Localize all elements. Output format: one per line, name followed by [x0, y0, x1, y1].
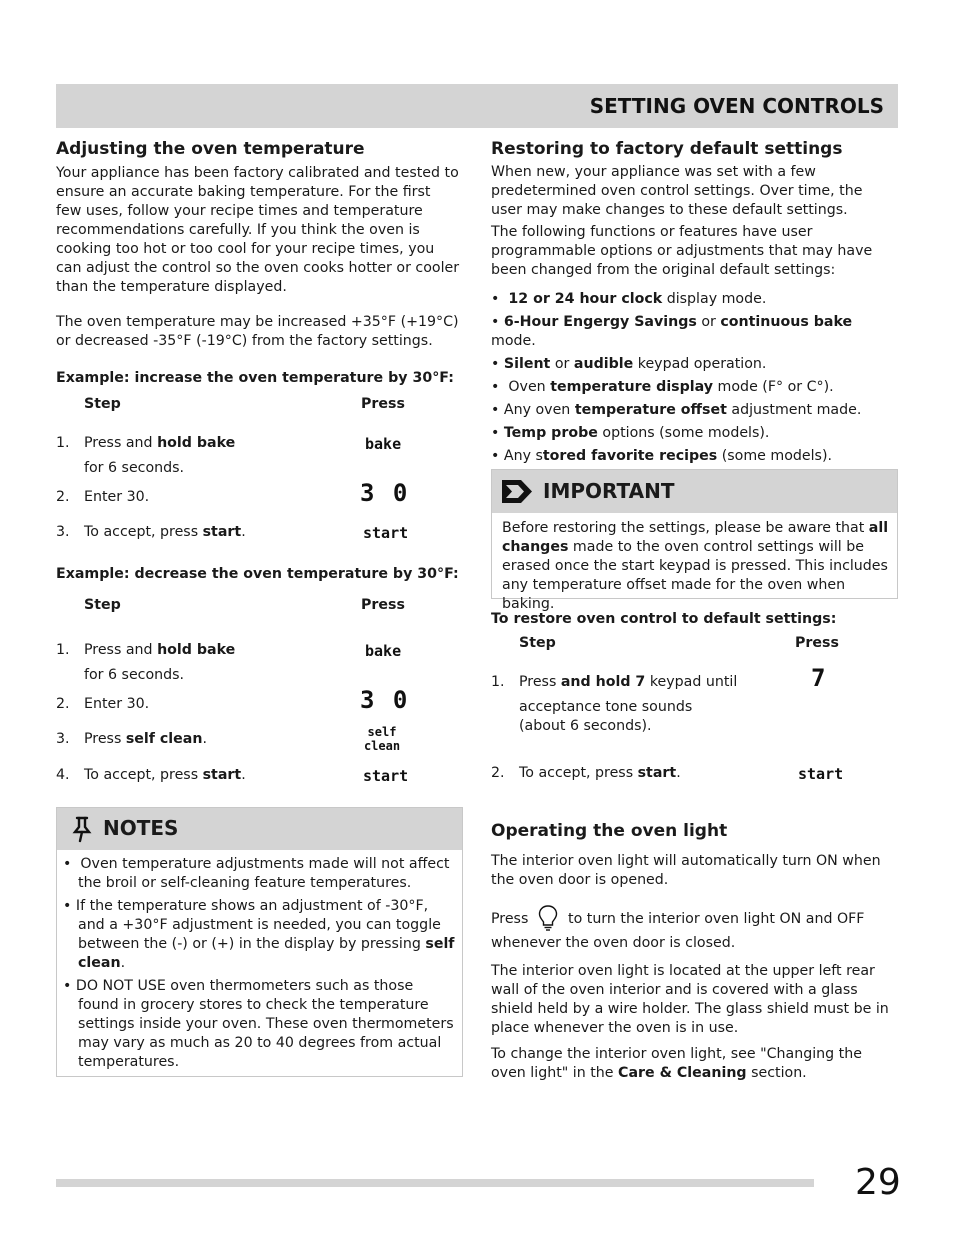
step-header: Step — [84, 396, 121, 412]
start-key: start — [363, 524, 409, 542]
list-item: • DO NOT USE oven thermometers such as those found in grocery stores to check the temperature settings inside your oven. These oven thermometers may vary as much as 20 to 40 degrees from actual temperatures. — [63, 978, 454, 1070]
oven-light-change: To change the interior oven light, see "Changing the oven light" in the Care & Cleaning section. — [491, 1046, 862, 1081]
important-text: Before restoring the settings, please be aware that all changes made to the oven control settings will be erased once the start keypad is pressed. This includes any temperature offset made for the oven when baking. — [502, 520, 889, 612]
press-header: Press — [795, 635, 839, 651]
step-number: 1. — [56, 642, 70, 658]
digit-keys: 3 0 — [360, 686, 410, 714]
step-text: To accept, press start. — [84, 767, 246, 783]
footer-bar — [56, 1179, 814, 1187]
notes-header — [57, 808, 462, 850]
important-header — [492, 470, 897, 513]
list-item: • Silent or audible keypad operation. — [491, 356, 767, 372]
step-number: 2. — [491, 765, 505, 781]
self-clean-key: self clean — [363, 725, 401, 753]
start-key: start — [363, 767, 409, 785]
arrow-right-icon — [502, 480, 532, 509]
step-number: 2. — [56, 696, 70, 712]
header-bar — [56, 84, 898, 128]
list-item: • If the temperature shows an adjustment of -30°F, and a +30°F adjustment is needed, you can toggle between the (-) or (+) in the display by pressing self clean. — [63, 898, 455, 971]
temperature-range-paragraph: The oven temperature may be increased +35°F (+19°C) or decreased -35°F (-19°C) from the factory settings. — [56, 314, 459, 349]
important-title: IMPORTANT — [543, 479, 675, 503]
step-subtext: for 6 seconds. — [84, 460, 185, 476]
bake-key: bake — [365, 642, 402, 660]
press-text: to turn the interior oven light ON and OFF — [568, 911, 865, 927]
restore-steps-title: To restore oven control to default settings: — [491, 611, 837, 627]
notes-title: NOTES — [103, 816, 179, 840]
list-item: • Oven temperature display mode (F° or C°). — [491, 379, 834, 395]
step-number: 1. — [56, 435, 70, 451]
press-text: Press — [491, 911, 529, 927]
step-text: Enter 30. — [84, 696, 150, 712]
step-header: Step — [519, 635, 556, 651]
list-item: • 12 or 24 hour clock display mode. — [491, 291, 767, 307]
step-text: Press self clean. — [84, 731, 207, 747]
step-number: 3. — [56, 731, 70, 747]
list-item: • Any oven temperature offset adjustment made. — [491, 402, 862, 418]
example-increase-title: Example: increase the oven temperature by 30°F: — [56, 370, 454, 386]
step-number: 2. — [56, 489, 70, 505]
step-text: Press and hold bake — [84, 435, 236, 451]
example-decrease-title: Example: decrease the oven temperature by 30°F: — [56, 566, 459, 582]
step-subtext: for 6 seconds. — [84, 667, 185, 683]
page-title: SETTING OVEN CONTROLS — [589, 94, 884, 118]
step-subtext: (about 6 seconds). — [519, 718, 652, 734]
bake-key: bake — [365, 435, 402, 453]
restore-features-paragraph: The following functions or features have user programmable options or adjustments that may have been changed from the original default settings: — [491, 224, 873, 278]
start-key: start — [798, 765, 844, 783]
seven-key: 7 — [811, 664, 828, 692]
important-box — [491, 469, 898, 612]
digit-keys: 3 0 — [360, 479, 410, 507]
default-settings-list — [491, 290, 901, 466]
notes-list — [63, 855, 455, 1072]
press-text: whenever the oven door is closed. — [491, 935, 736, 951]
step-text: Enter 30. — [84, 489, 150, 505]
restore-intro-paragraph: When new, your appliance was set with a few predetermined oven control settings. Over time, the user may make changes to these default settings. — [491, 164, 863, 218]
press-header: Press — [361, 597, 405, 613]
page-number: 29 — [855, 1162, 901, 1203]
notes-box — [56, 807, 463, 1077]
list-item: • Oven temperature adjustments made will not affect the broil or self-cleaning feature temperatures. — [63, 856, 450, 891]
oven-light-location: The interior oven light is located at the upper left rear wall of the oven interior and is covered with a glass shield held by a wire holder. The glass shield must be in place whenever the oven is in use. — [491, 963, 889, 1036]
step-number: 1. — [491, 674, 505, 690]
step-subtext: acceptance tone sounds — [519, 699, 693, 715]
step-text: Press and hold 7 keypad until — [519, 674, 738, 690]
step-text: To accept, press start. — [84, 524, 246, 540]
press-header: Press — [361, 396, 405, 412]
step-number: 4. — [56, 767, 70, 783]
step-number: 3. — [56, 524, 70, 540]
step-header: Step — [84, 597, 121, 613]
pushpin-icon — [71, 815, 93, 849]
section-heading-oven-light: Operating the oven light — [491, 821, 728, 841]
step-text: Press and hold bake — [84, 642, 236, 658]
section-heading-restore: Restoring to factory default settings — [491, 139, 843, 159]
temperature-intro-paragraph: Your appliance has been factory calibrated and tested to ensure an accurate baking temperature. For the first few uses, follow your recipe times and temperature recommendations carefully. If you think the oven is cooking too hot or too cool for your recipe times, you can adjust the control so the oven cooks hotter or cooler than the temperature displayed. — [56, 165, 460, 295]
list-item: • 6-Hour Engergy Savings or continuous bake mode. — [491, 314, 853, 349]
step-text: To accept, press start. — [519, 765, 681, 781]
section-heading-temperature: Adjusting the oven temperature — [56, 139, 365, 159]
list-item: • Any stored favorite recipes (some models). — [491, 448, 832, 464]
oven-light-intro: The interior oven light will automatically turn ON when the oven door is opened. — [491, 853, 881, 888]
list-item: • Temp probe options (some models). — [491, 425, 770, 441]
